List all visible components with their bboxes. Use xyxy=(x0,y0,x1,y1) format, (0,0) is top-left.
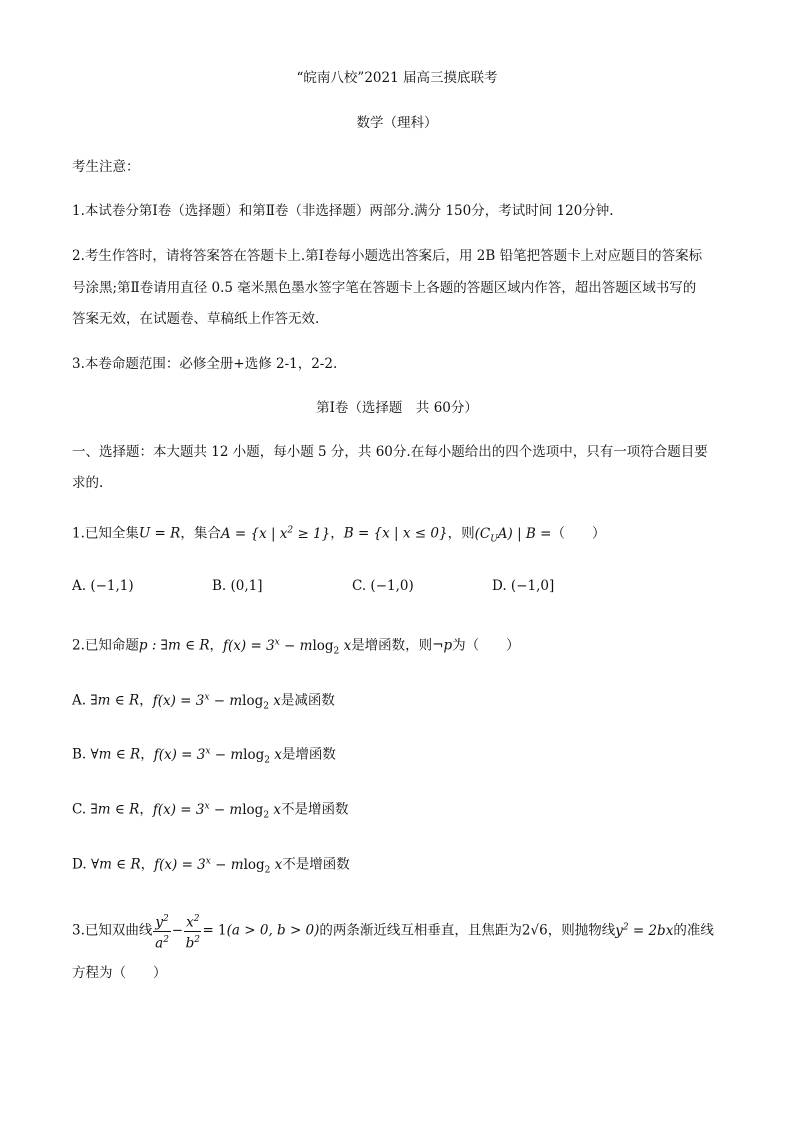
q1-option-b: B. (0,1] xyxy=(212,578,263,594)
q2-option-c-math: ∃m ∈ R xyxy=(90,801,140,818)
notice-item-2-line-2: 号涂黑;第Ⅱ卷请用直径 0.5 毫米黑色墨水签字笔在答题卡上各题的答题区域内作答，超出答题区域书写的 xyxy=(72,280,697,296)
q1-option-a: A. (−1,1) xyxy=(72,578,134,594)
q2-option-d-label: D. xyxy=(72,856,87,873)
q3-prefix: 3.已知双曲线 xyxy=(72,922,153,939)
q3-parabola: $y^2 = 2bx$ xyxy=(615,922,674,939)
q1-end: （ ） xyxy=(551,525,606,542)
q2-option-d-math: ∀m ∈ R xyxy=(90,856,141,873)
q2-option-a-text: 是减函数 xyxy=(280,692,335,709)
q1-prefix: 1.已知全集 xyxy=(72,525,139,542)
q2-option-c-function: $f(x) = 3^x - mlog_2$ x xyxy=(152,801,281,821)
question-2: 2.已知命题p : ∃m ∈ R，$f(x) = 3^x - mlog_2$ x是增函数，则¬p为（ ） xyxy=(72,637,520,657)
q2-prefix: 2.已知命题 xyxy=(72,637,139,654)
q2-option-d-function: $f(x) = 3^x - mlog_2$ x xyxy=(154,856,283,876)
q1-set-b: B = {x | x ≤ 0} xyxy=(343,525,448,542)
q2-end: 为（ ） xyxy=(452,637,520,654)
q2-option-b-math: ∀m ∈ R xyxy=(90,746,141,763)
q2-option-b-label: B. xyxy=(72,746,87,763)
q2-function: $f(x) = 3^x - mlog_2$ x xyxy=(223,637,352,657)
q3-mid-2: ，则抛物线 xyxy=(547,922,616,939)
q1-option-d: D. (−1,0] xyxy=(492,578,555,594)
q3-condition: = 1(a > 0, b > 0) xyxy=(202,922,320,939)
q1-option-c: C. (−1,0) xyxy=(352,578,414,594)
q2-option-c: C. ∃m ∈ R，$f(x) = 3^x - mlog_2$ x不是增函数 xyxy=(72,801,349,821)
q2-option-b: B. ∀m ∈ R，$f(x) = 3^x - mlog_2$ x是增函数 xyxy=(72,746,336,766)
notice-item-2-line-3: 答案无效，在试题卷、草稿纸上作答无效. xyxy=(72,311,320,327)
notice-item-3: 3.本卷命题范围：必修全册+选修 2-1，2-2. xyxy=(72,356,338,372)
exam-title: “皖南八校”2021 届高三摸底联考 xyxy=(296,70,498,86)
q2-negation: ¬p xyxy=(432,637,453,654)
q3-focal-length: 2√6 xyxy=(521,922,548,939)
notice-heading: 考生注意： xyxy=(72,159,140,175)
exam-subtitle: 数学（理科） xyxy=(356,115,438,131)
q2-option-a: A. ∃m ∈ R，$f(x) = 3^x - mlog_2$ x是减函数 xyxy=(72,692,335,712)
section-title: 第Ⅰ卷（选择题 共 60分） xyxy=(316,400,478,416)
q2-option-d-text: 不是增函数 xyxy=(282,856,350,873)
q2-option-a-label: A. xyxy=(72,692,87,709)
question-1 xyxy=(72,520,605,549)
q2-option-d: D. ∀m ∈ R，$f(x) = 3^x - mlog_2$ x不是增函数 xyxy=(72,856,350,876)
q1-mid-1: ，集合 xyxy=(180,525,221,542)
q2-option-c-label: C. xyxy=(72,801,87,818)
q2-mid: 是增函数，则 xyxy=(351,637,433,654)
notice-item-2-line-1: 2.考生作答时，请将答案答在答题卡上.第Ⅰ卷每小题选出答案后，用 2B 铅笔把答题卡上对应题目的答案标 xyxy=(72,248,703,264)
q2-option-b-function: $f(x) = 3^x - mlog_2$ x xyxy=(153,746,282,766)
q2-option-a-function: $f(x) = 3^x - mlog_2$ x xyxy=(152,692,281,712)
q2-option-b-text: 是增函数 xyxy=(281,746,336,763)
q3-fraction-y: $\frac{y^2}{a^2}$ xyxy=(153,911,170,951)
q3-mid-1: 的两条渐近线互相垂直，且焦距为 xyxy=(319,922,522,939)
q1-universal-set: U = R xyxy=(138,525,181,542)
q3-end: 的准线 xyxy=(673,922,714,939)
section-instruction-line-1: 一、选择题：本大题共 12 小题，每小题 5 分，共 60分.在每小题给出的四个选项中，只有一项符合题目要 xyxy=(72,444,708,460)
q1-mid-3: ，则 xyxy=(447,525,475,542)
q1-mid-2: ， xyxy=(330,525,344,542)
q3-fraction-x: $\frac{x^2}{b^2}$ xyxy=(184,911,201,951)
q3-line-2: 方程为（ ） xyxy=(72,965,167,981)
q1-expression: $(C_UA)$ | B = xyxy=(474,525,552,545)
question-3: 3.已知双曲线 $\frac{y^2}{a^2}$ − $\frac{x^2}{b^2}$ = 1(a > 0, b > 0)的两条渐近线互相垂直，且焦距为2√6，则抛物线$y^2 = 2bx$的准线 xyxy=(72,910,714,951)
q1-set-a: A = {x | $x^2 \ge 1$} xyxy=(220,525,331,542)
q2-option-c-text: 不是增函数 xyxy=(280,801,349,818)
q2-proposition: p : ∃m ∈ R xyxy=(138,637,210,654)
notice-item-1: 1.本试卷分第Ⅰ卷（选择题）和第Ⅱ卷（非选择题）两部分.满分 150分，考试时间 120分钟. xyxy=(72,203,614,219)
section-instruction-line-2: 求的. xyxy=(72,475,104,491)
q2-option-a-math: ∃m ∈ R xyxy=(90,692,140,709)
